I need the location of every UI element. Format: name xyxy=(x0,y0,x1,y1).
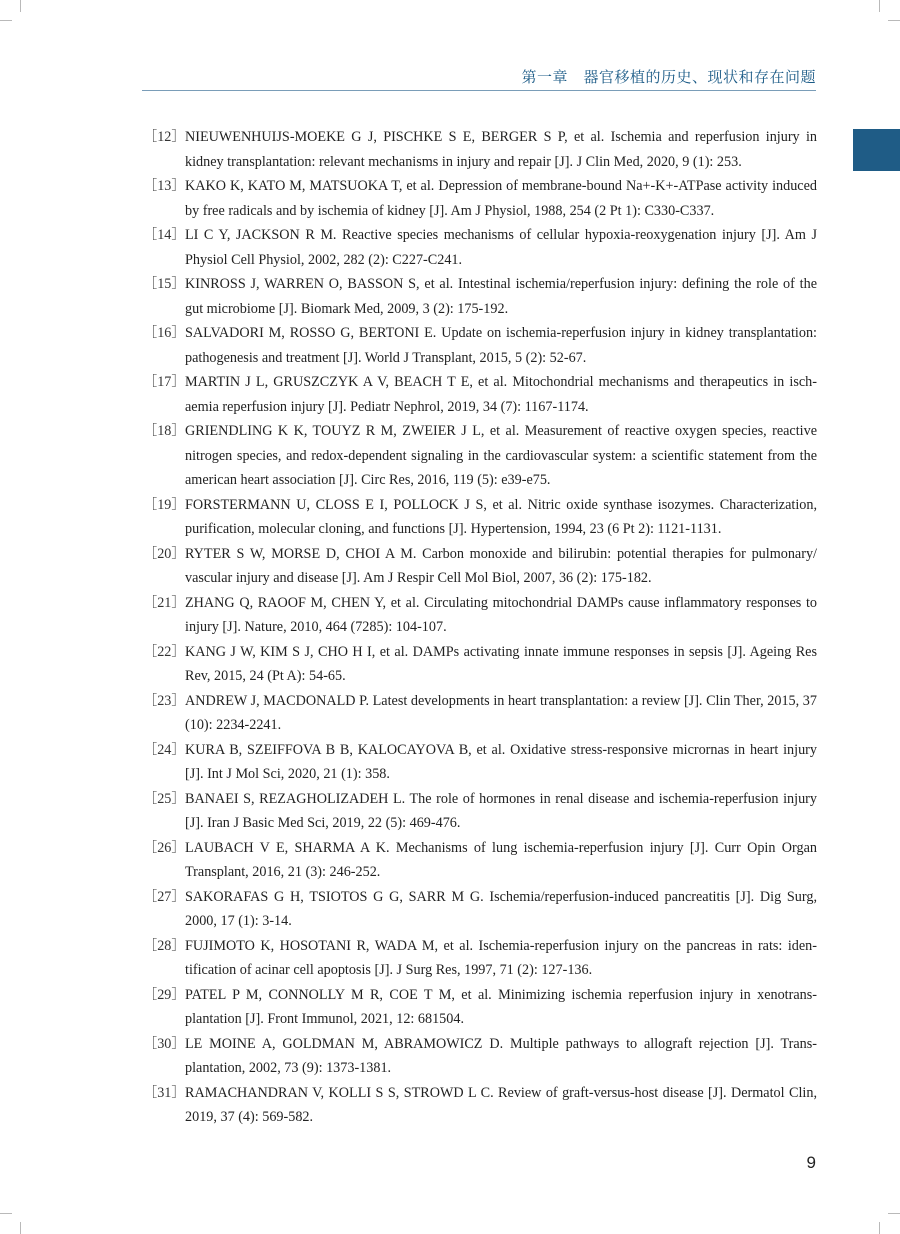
reference-number: ［17］ xyxy=(143,374,186,390)
chapter-thumb-tab xyxy=(853,129,900,171)
reference-list xyxy=(143,125,817,1130)
reference-item xyxy=(143,934,817,983)
reference-text: BANAEI S, REZAGHOLIZADEH L. The role of hormones in renal disease and ischemia-reperfusion injury [J]. Iran J Basic Med Sci, 2019, 22 (5): 469-476. xyxy=(185,790,817,831)
reference-number: ［29］ xyxy=(143,986,186,1003)
reference-item xyxy=(143,125,817,174)
crop-mark-br-h xyxy=(888,1213,900,1214)
reference-text: KINROSS J, WARREN O, BASSON S, et al. Intestinal ischemia/reperfusion injury: defining the role of the gut microbiome [J]. Biomark Med, 2009, 3 (2): 175-192. xyxy=(185,276,817,317)
reference-number: ［23］ xyxy=(143,692,186,709)
page-number: 9 xyxy=(806,1153,816,1172)
header-rule xyxy=(142,90,816,91)
reference-number: ［27］ xyxy=(143,888,186,905)
reference-number: ［31］ xyxy=(143,1084,186,1101)
reference-text: SALVADORI M, ROSSO G, BERTONI E. Update on ischemia-reperfusion injury in kidney transplantation: pathogenesis and treatment [J]. World J Transplant, 2015, 5 (2): 52-67. xyxy=(185,325,817,366)
reference-number: ［12］ xyxy=(143,129,186,145)
reference-number: ［22］ xyxy=(143,643,186,660)
reference-number: ［30］ xyxy=(143,1035,186,1052)
reference-text: PATEL P M, CONNOLLY M R, COE T M, et al. Minimizing ischemia reperfusion injury in xenotransplantation [J]. Front Immunol, 2021, 12: 681504. xyxy=(185,986,817,1027)
reference-text: ZHANG Q, RAOOF M, CHEN Y, et al. Circulating mitochondrial DAMPs cause inflammatory responses to injury [J]. Nature, 2010, 464 (7285): 104-107. xyxy=(185,594,817,635)
reference-text: KAKO K, KATO M, MATSUOKA T, et al. Depression of membrane-bound Na+-K+-ATPase activity induced by free radicals and by ischemia of kidney [J]. Am J Physiol, 1988, 254 (2 Pt 1): C330-C337. xyxy=(185,178,817,219)
reference-item xyxy=(143,640,817,689)
reference-number: ［13］ xyxy=(143,178,186,194)
reference-text: RAMACHANDRAN V, KOLLI S S, STROWD L C. Review of graft-versus-host disease [J]. Dermatol Clin, 2019, 37 (4): 569-582. xyxy=(185,1084,817,1125)
reference-text: SAKORAFAS G H, TSIOTOS G G, SARR M G. Ischemia/reperfusion-induced pancreatitis [J]. Dig Surg, 2000, 17 (1): 3-14. xyxy=(185,888,817,929)
reference-number: ［26］ xyxy=(143,839,186,856)
reference-number: ［21］ xyxy=(143,594,186,611)
reference-number: ［16］ xyxy=(143,325,186,341)
reference-item xyxy=(143,885,817,934)
reference-text: KANG J W, KIM S J, CHO H I, et al. DAMPs activating innate immune responses in sepsis [J]. Ageing Res Rev, 2015, 24 (Pt A): 54-65. xyxy=(185,643,817,684)
reference-text: LE MOINE A, GOLDMAN M, ABRAMOWICZ D. Multiple pathways to allograft rejection [J]. Transplantation, 2002, 73 (9): 1373-1381. xyxy=(185,1035,817,1076)
reference-number: ［28］ xyxy=(143,937,186,954)
reference-number: ［20］ xyxy=(143,545,186,562)
reference-number: ［14］ xyxy=(143,227,186,243)
crop-mark-bl-v xyxy=(20,1222,21,1234)
crop-mark-tl-h xyxy=(0,20,12,21)
reference-number: ［15］ xyxy=(143,276,186,292)
reference-text: GRIENDLING K K, TOUYZ R M, ZWEIER J L, et al. Measurement of reactive oxygen species, reactive nitrogen species, and redox-dependent signaling in the cardiovascular system: a scientific statement from the american heart association [J]. Circ Res, 2016, 119 (5): e39-e75. xyxy=(185,423,817,488)
crop-mark-tl-v xyxy=(20,0,21,12)
reference-text: FORSTERMANN U, CLOSS E I, POLLOCK J S, et al. Nitric oxide synthase isozymes. Characterization, purification, molecular cloning, and functions [J]. Hypertension, 1994, 23 (6 Pt 2): 1121-1131. xyxy=(185,496,817,537)
reference-item xyxy=(143,836,817,885)
reference-item xyxy=(143,738,817,787)
reference-item xyxy=(143,1081,817,1130)
reference-number: ［24］ xyxy=(143,741,186,758)
reference-item xyxy=(143,591,817,640)
reference-item xyxy=(143,272,817,321)
reference-item xyxy=(143,787,817,836)
reference-number: ［19］ xyxy=(143,496,186,513)
reference-item xyxy=(143,321,817,370)
crop-mark-tr-v xyxy=(879,0,880,12)
crop-mark-tr-h xyxy=(888,20,900,21)
running-header: 第一章 器官移植的历史、现状和存在问题 xyxy=(521,68,816,86)
reference-text: NIEUWENHUIJS-MOEKE G J, PISCHKE S E, BERGER S P, et al. Ischemia and reperfusion injury in kidney transplantation: relevant mechanisms in injury and repair [J]. J Clin Med, 2020, 9 (1): 253. xyxy=(185,129,817,170)
reference-item xyxy=(143,493,817,542)
reference-item xyxy=(143,542,817,591)
reference-item xyxy=(143,689,817,738)
reference-text: LAUBACH V E, SHARMA A K. Mechanisms of lung ischemia-reperfusion injury [J]. Curr Opin Organ Transplant, 2016, 21 (3): 246-252. xyxy=(185,839,817,880)
reference-text: FUJIMOTO K, HOSOTANI R, WADA M, et al. Ischemia-reperfusion injury on the pancreas in rats: identification of acinar cell apoptosis [J]. J Surg Res, 1997, 71 (2): 127-136. xyxy=(185,937,817,978)
reference-text: LI C Y, JACKSON R M. Reactive species mechanisms of cellular hypoxia-reoxygenation injury [J]. Am J Physiol Cell Physiol, 2002, 282 (2): C227-C241. xyxy=(185,227,817,268)
reference-item xyxy=(143,1032,817,1081)
reference-number: ［18］ xyxy=(143,423,186,439)
crop-mark-br-v xyxy=(879,1222,880,1234)
crop-mark-bl-h xyxy=(0,1213,12,1214)
reference-item xyxy=(143,223,817,272)
reference-item xyxy=(143,370,817,419)
reference-number: ［25］ xyxy=(143,790,186,807)
reference-text: RYTER S W, MORSE D, CHOI A M. Carbon monoxide and bilirubin: potential therapies for pulmonary/ vascular injury and disease [J]. Am J Respir Cell Mol Biol, 2007, 36 (2): 175-182. xyxy=(185,545,817,586)
reference-text: KURA B, SZEIFFOVA B B, KALOCAYOVA B, et al. Oxidative stress-responsive micrornas in heart injury [J]. Int J Mol Sci, 2020, 21 (1): 358. xyxy=(185,741,817,782)
reference-item xyxy=(143,983,817,1032)
reference-item xyxy=(143,419,817,493)
reference-item xyxy=(143,174,817,223)
reference-text: ANDREW J, MACDONALD P. Latest developments in heart transplantation: a review [J]. Clin Ther, 2015, 37 (10): 2234-2241. xyxy=(185,692,817,733)
reference-text: MARTIN J L, GRUSZCZYK A V, BEACH T E, et al. Mitochondrial mechanisms and therapeutics in ischaemia reperfusion injury [J]. Pediatr Nephrol, 2019, 34 (7): 1167-1174. xyxy=(185,374,817,415)
